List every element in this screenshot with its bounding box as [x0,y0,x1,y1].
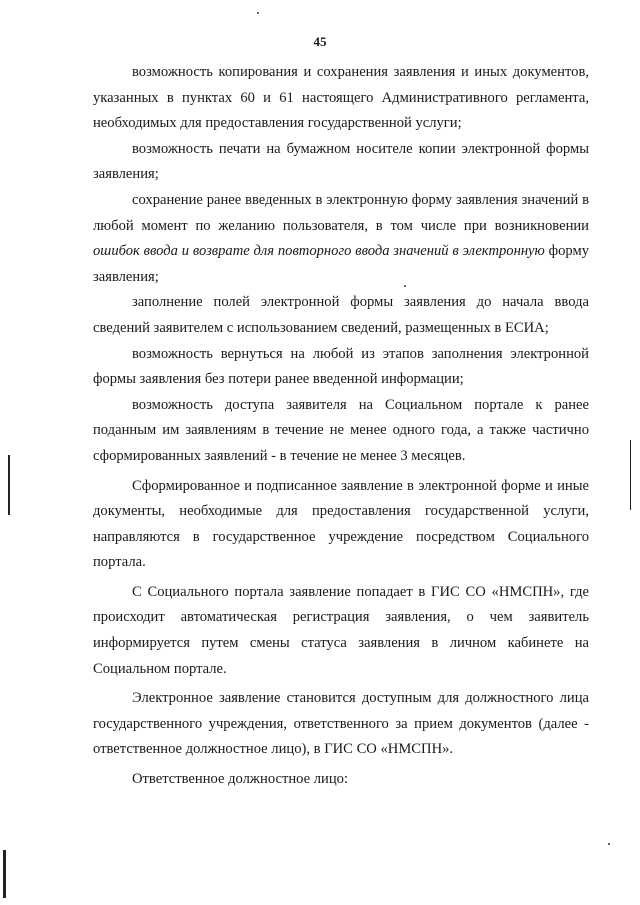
scan-dot [257,12,259,14]
paragraph-availability: Электронное заявление становится доступным для должностного лица государственного учреждения, ответственного за прием документов (далее - ответственное должностное лицо), в ГИС СО «НМСПН». [93,690,589,758]
paragraph-save-values-end: форму заявления; [93,243,589,285]
paragraph-save-values-italic: ошибок ввода и возврате для повторного ввода значений в электронную [93,243,545,260]
paragraph-submission: Сформированное и подписанное заявление в электронной форме и иные документы, необходимые для предоставления государственной услуги, направляются в государственное учреждение посредством Социального портала. [93,477,589,571]
scan-dot [608,843,610,845]
paragraph-save-values [93,188,589,290]
document-body [93,60,589,793]
paragraph-return-stage: возможность вернуться на любой из этапов заполнения электронной формы заявления без потери ранее введенной информации; [93,345,589,388]
paragraph-print: возможность печати на бумажном носителе копии электронной формы заявления; [93,140,589,183]
page-number: 45 [313,34,327,49]
paragraph-access-portal: возможность доступа заявителя на Социальном портале к ранее поданным им заявлениям в течение не менее одного года, а также частично сформированных заявлений - в течение не менее 3 месяцев. [93,396,589,464]
paragraph-esia-fill: заполнение полей электронной формы заявления до начала ввода сведений заявителем с использованием сведений, размещенных в ЕСИА; [93,294,589,336]
right-margin-mark [630,440,631,510]
left-margin-mark-upper [8,455,10,515]
paragraph-registration: С Социального портала заявление попадает в ГИС СО «НМСПН», где происходит автоматическая регистрация заявления, о чем заявитель информируется путем смены статуса заявления в личном кабинете на Социальном портале. [93,583,589,677]
left-margin-mark-lower [3,850,6,898]
paragraph-responsible-official: Ответственное должностное лицо: [132,771,348,788]
paragraph-save-values-start: сохранение ранее введенных в электронную форму заявления значений в любой момент по желанию пользователя, в том числе при возникновении [93,191,589,234]
paragraph-copy-save: возможность копирования и сохранения заявления и иных документов, указанных в пунктах 60 и 61 настоящего Административного регламента, необходимых для предоставления государственной услуги; [93,64,589,132]
scan-dot [404,285,406,287]
